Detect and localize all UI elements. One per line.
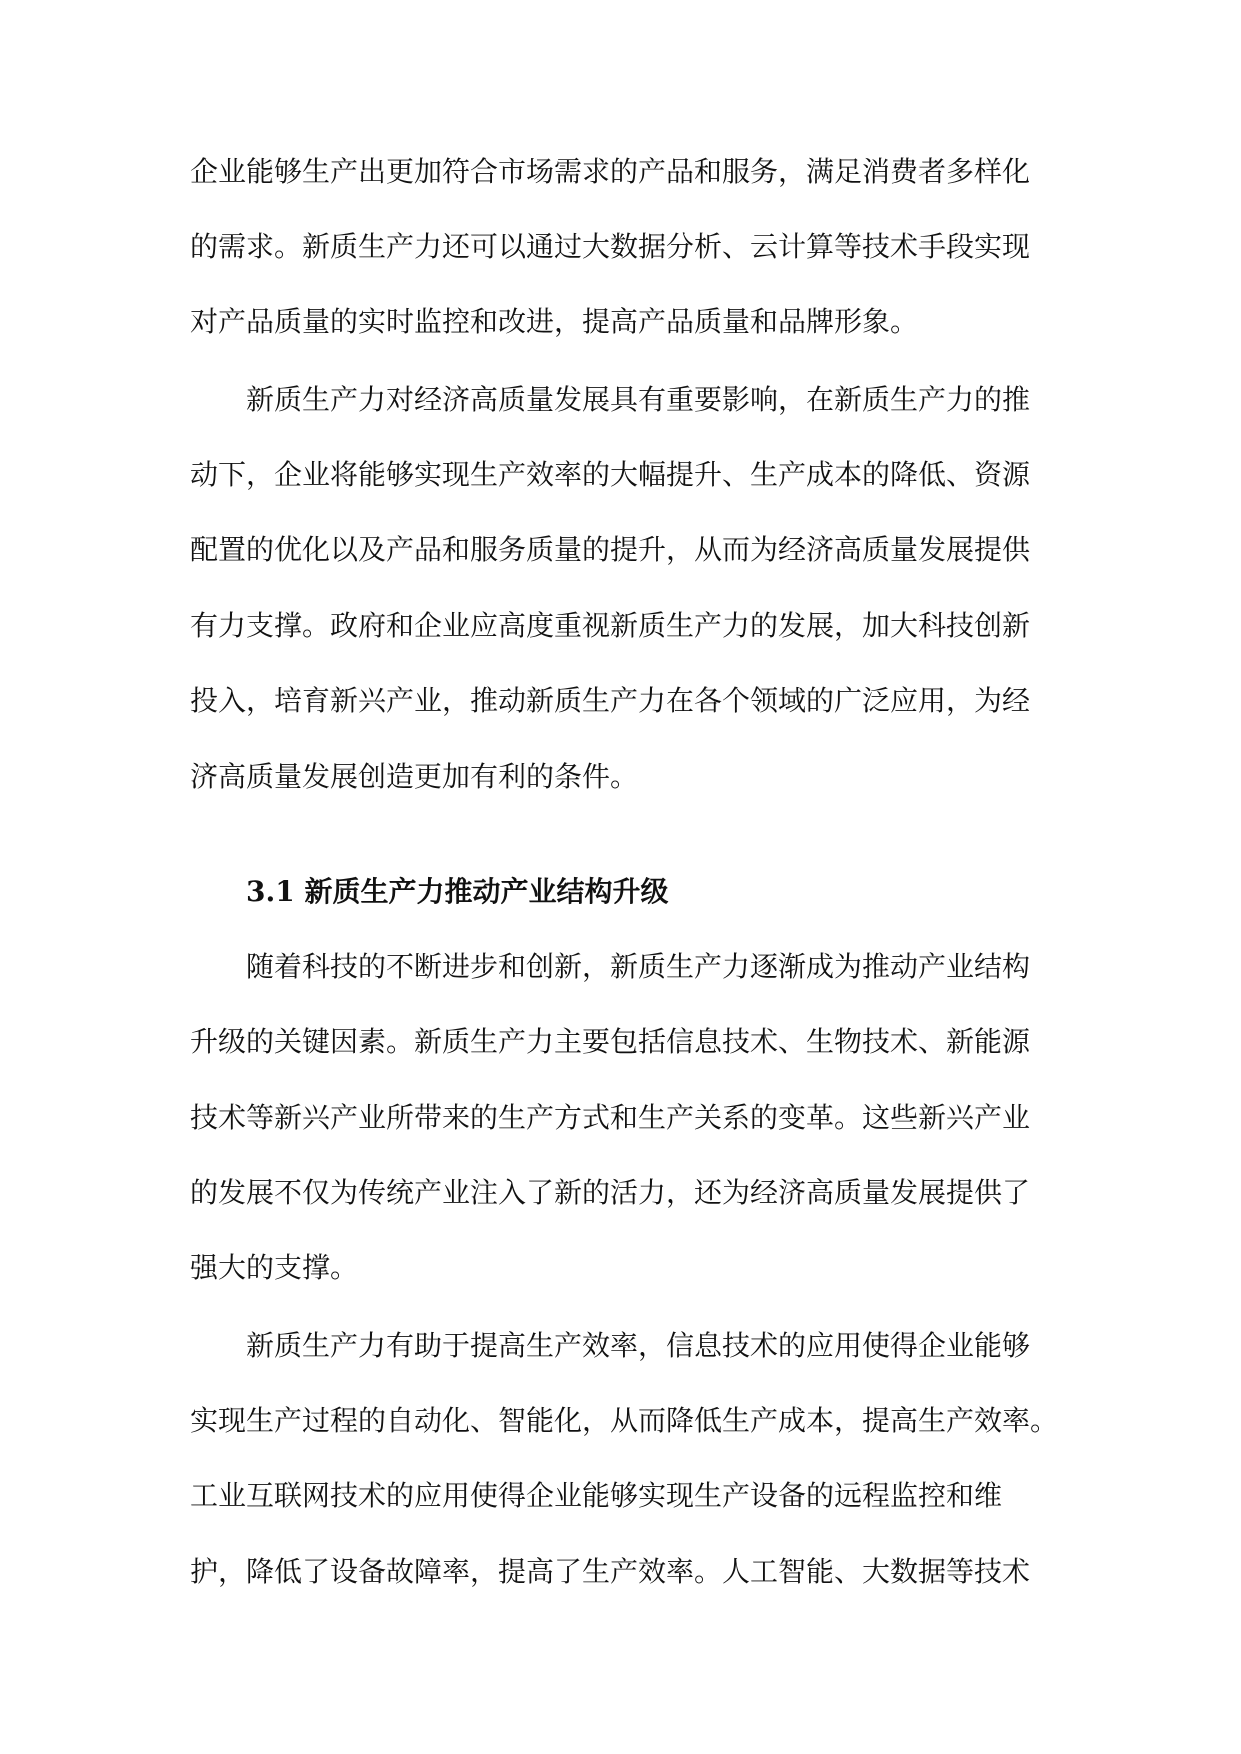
section-heading: 3.1 新质生产力推动产业结构升级 — [246, 875, 669, 908]
text-line: 强大的支撑。 — [190, 1251, 359, 1284]
text-line: 护，降低了设备故障率，提高了生产效率。人工智能、大数据等技术 — [190, 1555, 1031, 1588]
text-line: 随着科技的不断进步和创新，新质生产力逐渐成为推动产业结构 — [246, 950, 1031, 983]
text-line: 企业能够生产出更加符合市场需求的产品和服务，满足消费者多样化 — [190, 155, 1031, 188]
text-line: 的发展不仅为传统产业注入了新的活力，还为经济高质量发展提供了 — [190, 1176, 1031, 1209]
text-line: 工业互联网技术的应用使得企业能够实现生产设备的远程监控和维 — [190, 1479, 1003, 1512]
text-line: 新质生产力有助于提高生产效率，信息技术的应用使得企业能够 — [246, 1329, 1031, 1362]
text-line: 济高质量发展创造更加有利的条件。 — [190, 760, 639, 793]
text-line: 对产品质量的实时监控和改进，提高产品质量和品牌形象。 — [190, 305, 919, 338]
text-line: 的需求。新质生产力还可以通过大数据分析、云计算等技术手段实现 — [190, 230, 1031, 263]
text-line: 新质生产力对经济高质量发展具有重要影响，在新质生产力的推 — [246, 383, 1031, 416]
text-line: 实现生产过程的自动化、智能化，从而降低生产成本，提高生产效率。 — [190, 1404, 1059, 1437]
text-line: 技术等新兴产业所带来的生产方式和生产关系的变革。这些新兴产业 — [190, 1101, 1031, 1134]
text-line: 投入，培育新兴产业，推动新质生产力在各个领域的广泛应用，为经 — [190, 684, 1031, 717]
text-line: 有力支撑。政府和企业应高度重视新质生产力的发展，加大科技创新 — [190, 609, 1031, 642]
text-line: 配置的优化以及产品和服务质量的提升，从而为经济高质量发展提供 — [190, 533, 1031, 566]
text-line: 动下，企业将能够实现生产效率的大幅提升、生产成本的降低、资源 — [190, 458, 1031, 491]
text-line: 升级的关键因素。新质生产力主要包括信息技术、生物技术、新能源 — [190, 1025, 1031, 1058]
